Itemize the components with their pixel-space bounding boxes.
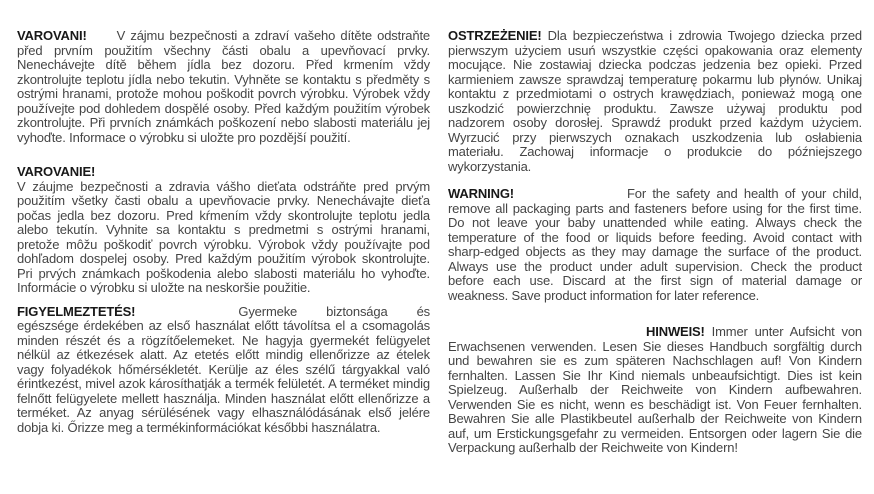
warning-heading-slovak: VAROVANIE! [17, 164, 96, 179]
warning-body-german: Immer unter Aufsicht von Erwachsenen verwenden. Lesen Sie dieses Handbuch sorgfältig durch und bewahren sie es zum späteren Nachschlagen auf! Von Kindern fernhalten. Lassen Sie Ihr Kind niemals unbeaufsichtigt. Dies ist kein Spielzeug. Außerhalb der Reichweite von Kindern aufbewahren. Verwenden Sie es nicht, wenn es beschädigt ist. Von Feuer fernhalten. Bewahren Sie alle Plastikbeutel außerhalb der Reichweite von Kindern auf, um Erstickungsgefahr zu vermeiden. Entsorgen oder lagern Sie die Verpackung außerhalb der Reichweite von Kindern! [448, 324, 863, 455]
warning-body-polish: Dla bezpieczeństwa i zdrowia Twojego dziecka przed pierwszym użyciem usuń wszystkie części opakowania oraz elementy mocujące. Nie zostawiaj dziecka podczas jedzenia bez opieki. Przed karmieniem zawsze sprawdzaj temperaturę pokarmu lub płynów. Unikaj kontaktu z przedmiotami o ostrych krawędziach, ponieważ mogą one uszkodzić powierzchnię produktu. Zawsze używaj produktu pod nadzorem osoby dorosłej. Sprawdź produkt przed każdym użyciem. Wyrzucić przy pierwszych oznakach uszkodzenia lub osłabienia materiału. Zachowaj informacje o produkcie do późniejszego wykorzystania. [448, 28, 862, 174]
warning-heading-czech: VAROVANI! [17, 28, 87, 43]
heading-gap-english [514, 197, 627, 198]
left-column [17, 29, 430, 435]
warning-body-czech: V zájmu bezpečnosti a zdraví vašeho dítěte odstraňte před prvním použitím všechny části obalu a upevňovací prvky. Nenechávejte dítě během jídla bez dozoru. Před krmením vždy zkontrolujte teplotu jídla nebo tekutin. Vyhněte se kontaktu s předměty s ostrými hranami, protože mohou poškodit povrch výrobku. Výrobek vždy používejte pod dohledem dospělé osoby. Před každým použitím výrobek zkontrolujte. Při prvních známkách poškození nebo slabosti materiálu jej vyhoďte. Informace o výrobku si uložte pro pozdější použití. [17, 28, 430, 145]
warning-section-czech [17, 29, 430, 145]
warning-section-slovak [17, 165, 430, 296]
warning-section-english [448, 187, 862, 303]
warning-heading-german: HINWEIS! [646, 324, 705, 339]
warning-section-hungarian [17, 305, 430, 436]
warning-heading-english: WARNING! [448, 186, 514, 201]
warning-heading-hungarian: FIGYELMEZTETÉS! [17, 303, 136, 319]
warning-paragraph-czech [17, 29, 430, 145]
heading-gap-czech [87, 39, 117, 40]
warning-section-german [448, 325, 862, 456]
right-column [448, 29, 862, 456]
warning-body-slovak: V záujme bezpečnosti a zdravia vášho dieťata odstráňte pred prvým použitím všetky časti obalu a upevňovacie prvky. Nenechávajte dieťa počas jedla bez dozoru. Pred kŕmením vždy skontrolujte teplotu jedla alebo tekutín. Vyhnite sa kontaktu s predmetmi s ostrými hranami, pretože môžu poškodiť povrch výrobku. Výrobok vždy používajte pod dohľadom dospelej osoby. Pred každým použitím výrobok skontrolujte. Pri prvých známkach poškodenia alebo slabosti materiálu ho vyhoďte. Informácie o výrobku si uložte na neskoršie použitie. [17, 178, 430, 295]
warning-paragraph-english [448, 187, 862, 303]
warning-paragraph-hungarian [17, 305, 430, 436]
warning-paragraph-polish [448, 29, 862, 174]
warning-paragraph-german [448, 325, 862, 456]
warning-heading-polish: OSTRZEŻENIE! [448, 28, 542, 43]
warning-body-hungarian: Gyermeke biztonsága és egészsége érdekében az első használat előtt távolítsa el a csomagolás minden részét és a rögzítőelemeket. Ne hagyja gyermekét felügyelet nélkül az étkezések alatt. Az etetés előtt mindig ellenőrizze az ételek vagy folyadékok hőmérsékletét. Kerülje az éles szélű tárgyakkal való érintkezést, mivel azok károsíthatják a termék felületét. A terméket mindig felnőtt felügyelete mellett használja. Minden használat előtt ellenőrizze a terméket. Az anyag sérülésének vagy elhasználódásának első jelére dobja ki. Őrizze meg a termékinformációkat későbbi használatra. [17, 303, 430, 435]
heading-gap-hungarian [135, 315, 238, 316]
warning-paragraph-slovak [17, 180, 430, 296]
warning-body-english: For the safety and health of your child, remove all packaging parts and fasteners before using for the first time. Do not leave your baby unattended while eating. Always check the temperature of the food or liquids before feeding. Avoid contact with sharp-edged objects as they may damage the surface of the product. Always use the product under adult supervision. Check the product before each use. Discard at the first sign of material damage or weakness. Save product information for later reference. [448, 186, 862, 303]
warning-section-polish [448, 29, 862, 174]
